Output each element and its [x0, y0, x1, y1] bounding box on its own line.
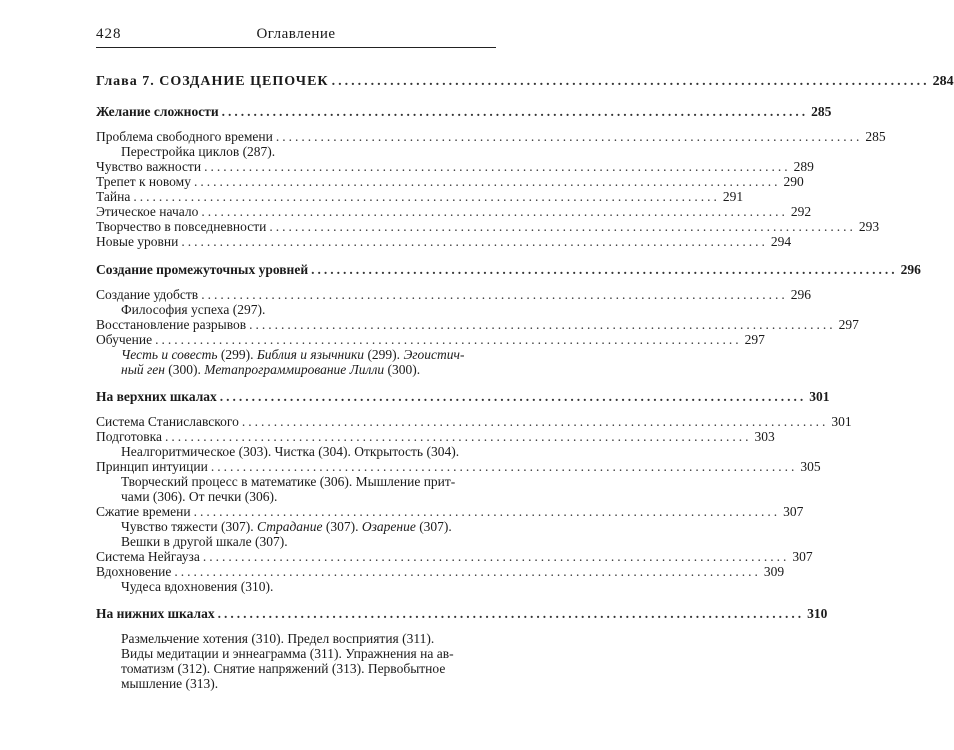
section-title: Желание сложности — [96, 104, 219, 119]
entry-title: Новые уровни — [96, 234, 179, 249]
leader-dots: ............................................................................................ — [193, 174, 781, 189]
subentry-text-part: (300). — [164, 362, 205, 377]
subentry-text — [121, 631, 491, 646]
toc-entry[interactable] — [96, 459, 821, 474]
entry-title: Система Станиславского — [96, 414, 239, 429]
subentry-italic: Эгоистич- — [403, 347, 465, 362]
toc-entry[interactable] — [96, 159, 814, 174]
header-rule — [96, 47, 496, 48]
leader-dots: ............................................................................................ — [221, 104, 809, 119]
leader-dots: ............................................................................................ — [174, 564, 761, 579]
section-title: На нижних шкалах — [96, 606, 215, 621]
entry-page: 289 — [793, 159, 814, 174]
entry-title: Подготовка — [96, 429, 162, 444]
entry-page: 307 — [783, 504, 804, 519]
toc-entry[interactable] — [96, 332, 765, 347]
subentry-text-part: Чувство тяжести (307). — [121, 519, 258, 534]
entry-title: Вдохновение — [96, 564, 172, 579]
subentry-text — [121, 519, 491, 534]
running-title: Оглавление — [256, 26, 336, 42]
section-title: Создание промежуточных уровней — [96, 262, 309, 277]
entry-page: 303 — [754, 429, 775, 444]
toc-entry[interactable] — [96, 504, 804, 519]
subentry-line: Философия успеха (297). — [121, 302, 266, 317]
subentry-line: Размельчение хотения (310). Предел восприятия (311). — [121, 631, 435, 646]
entry-title: Система Нейгауза — [96, 549, 200, 564]
subentry-italic: Озарение — [361, 519, 416, 534]
subentry-line: Неалгоритмическое (303). Чистка (304). Открытость (304). — [121, 444, 460, 459]
toc-entry[interactable] — [96, 234, 792, 249]
entry-title: Принцип интуиции — [96, 459, 208, 474]
leader-dots: ............................................................................................ — [204, 159, 791, 174]
toc-entry[interactable] — [96, 429, 775, 444]
toc-entry[interactable] — [96, 287, 811, 302]
leader-dots: ............................................................................................ — [202, 549, 790, 564]
toc-entry[interactable] — [96, 549, 813, 564]
leader-dots: ............................................................................................ — [181, 234, 768, 249]
subentry-text — [121, 444, 491, 459]
entry-page: 297 — [744, 332, 765, 347]
section-page: 296 — [900, 262, 921, 277]
leader-dots: ............................................................................................ — [210, 459, 798, 474]
entry-title: Чувство важности — [96, 159, 202, 174]
subentry-text — [121, 302, 491, 317]
section-heading[interactable] — [96, 104, 832, 119]
subentry-text-part: (299). — [217, 347, 257, 362]
section-page: 310 — [807, 606, 828, 621]
subentry-line: Чудеса вдохновения (310). — [121, 579, 274, 594]
subentry-line: мышление (313). — [121, 676, 219, 691]
toc-entry[interactable] — [96, 317, 859, 332]
section-heading[interactable] — [96, 262, 921, 277]
subentry-text — [121, 661, 491, 676]
subentry-text — [121, 347, 491, 362]
leader-dots: ............................................................................................ — [164, 429, 752, 444]
chapter-entry[interactable] — [96, 74, 954, 89]
entry-page: 293 — [858, 219, 880, 234]
chapter-page: 284 — [932, 74, 954, 89]
subentry-text-part: (307). — [322, 519, 362, 534]
entry-page: 294 — [770, 234, 792, 249]
subentry-text-part: (300). — [384, 362, 421, 377]
entry-page: 297 — [838, 317, 859, 332]
leader-dots: ............................................................................................ — [311, 262, 898, 277]
subentry-text — [121, 362, 491, 377]
toc-entry[interactable] — [96, 564, 785, 579]
subentry-italic: Метапрограммирование Лилли — [204, 362, 385, 377]
entry-title: Проблема свободного времени — [96, 129, 273, 144]
entry-title: Этическое начало — [96, 204, 199, 219]
toc-entry[interactable] — [96, 189, 744, 204]
toc-entry[interactable] — [96, 204, 812, 219]
section-page: 301 — [809, 389, 830, 404]
section-title: На верхних шкалах — [96, 389, 217, 404]
leader-dots: ............................................................................................ — [193, 504, 781, 519]
subentry-italic: Библия и язычники — [256, 347, 365, 362]
entry-page: 305 — [800, 459, 821, 474]
chapter-title: Глава 7. СОЗДАНИЕ ЦЕПОЧЕК — [96, 74, 329, 89]
leader-dots: ............................................................................................ — [133, 189, 720, 204]
section-page: 285 — [811, 104, 832, 119]
entry-title: Сжатие времени — [96, 504, 191, 519]
leader-dots: ............................................................................................ — [331, 74, 930, 89]
page-header — [96, 26, 496, 48]
leader-dots: ............................................................................................ — [201, 204, 788, 219]
entry-title: Тайна — [96, 189, 131, 204]
leader-dots: ............................................................................................ — [217, 606, 805, 621]
toc-entry[interactable] — [96, 174, 804, 189]
entry-page: 307 — [792, 549, 813, 564]
subentry-text — [121, 534, 491, 549]
entry-page: 296 — [790, 287, 811, 302]
entry-page: 291 — [722, 189, 744, 204]
subentry-text — [121, 474, 491, 489]
subentry-line: чами (306). От печки (306). — [121, 489, 278, 504]
entry-page: 309 — [763, 564, 785, 579]
subentry-line: Творческий процесс в математике (306). Мышление прит- — [121, 474, 456, 489]
leader-dots: ............................................................................................ — [219, 389, 807, 404]
subentry-text — [121, 489, 491, 504]
subentry-italic: Страдание — [257, 519, 323, 534]
toc-entry[interactable] — [96, 414, 852, 429]
entry-title: Обучение — [96, 332, 153, 347]
entry-title: Трепет к новому — [96, 174, 191, 189]
entry-page: 301 — [831, 414, 852, 429]
subentry-text — [121, 676, 491, 691]
leader-dots: ............................................................................................ — [155, 332, 742, 347]
leader-dots: ............................................................................................ — [249, 317, 836, 332]
entry-title: Творчество в повседневности — [96, 219, 267, 234]
section-heading[interactable] — [96, 389, 830, 404]
leader-dots: ............................................................................................ — [241, 414, 829, 429]
subentry-line: Перестройка циклов (287). — [121, 144, 276, 159]
entry-title: Восстановление разрывов — [96, 317, 247, 332]
entry-page: 292 — [790, 204, 812, 219]
toc-entry[interactable] — [96, 129, 886, 144]
toc-entry[interactable] — [96, 219, 880, 234]
subentry-line: томатизм (312). Снятие напряжений (313). Первобытное — [121, 661, 446, 676]
entry-title: Создание удобств — [96, 287, 199, 302]
subentry-text-part: (299). — [364, 347, 404, 362]
leader-dots: ............................................................................................ — [269, 219, 856, 234]
section-heading[interactable] — [96, 606, 828, 621]
leader-dots: ............................................................................................ — [275, 129, 863, 144]
entry-page: 285 — [865, 129, 886, 144]
subentry-text-part: (307). — [415, 519, 452, 534]
subentry-line: Вешки в другой шкале (307). — [121, 534, 288, 549]
subentry-text — [121, 579, 491, 594]
subentry-italic: ный ген — [121, 362, 165, 377]
subentry-text — [121, 144, 491, 159]
leader-dots: ............................................................................................ — [201, 287, 788, 302]
page-number: 428 — [96, 26, 122, 42]
subentry-italic: Честь и совесть — [121, 347, 218, 362]
subentry-text — [121, 646, 491, 661]
subentry-line: Виды медитации и эннеаграмма (311). Упражнения на ав- — [121, 646, 454, 661]
entry-page: 290 — [783, 174, 804, 189]
